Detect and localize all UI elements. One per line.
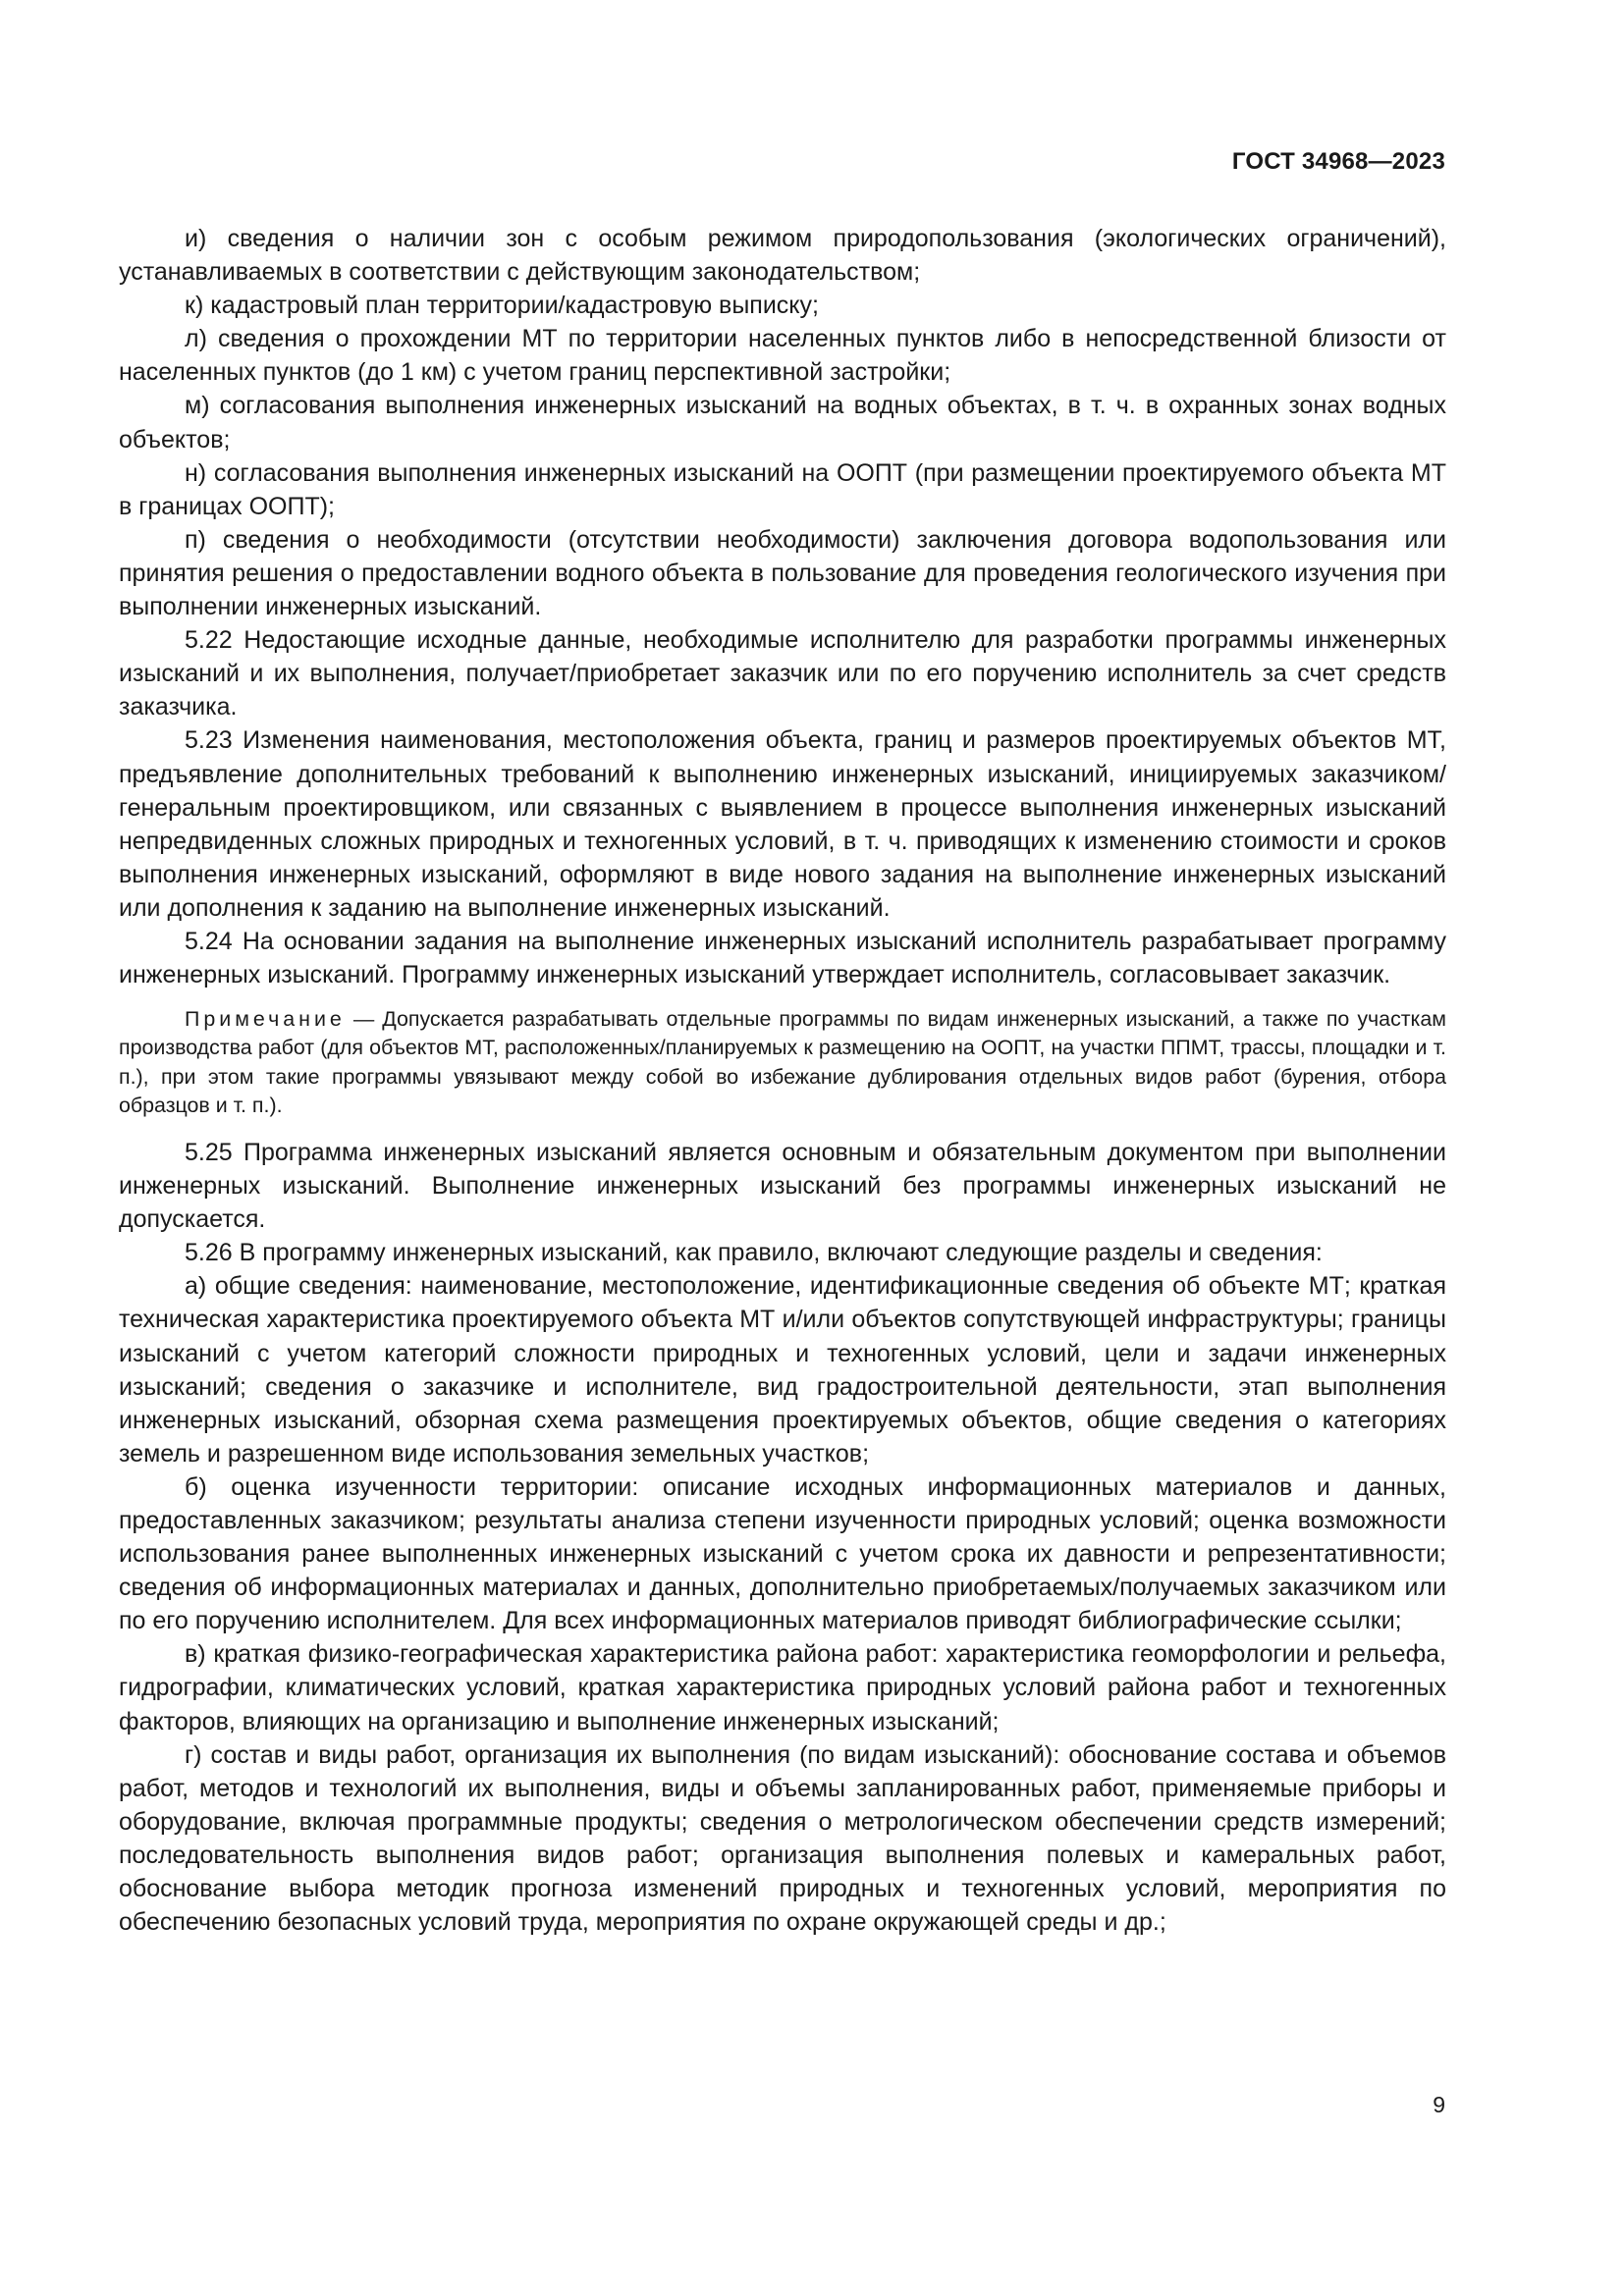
standard-code-header: ГОСТ 34968—2023 (1231, 148, 1445, 175)
clause-5-26: 5.26 В программу инженерных изысканий, как правило, включают следующие разделы и сведения: (185, 1239, 1323, 1267)
paragraph-a: а) общие сведения: наименование, местоположение, идентификационные сведения об объекте МТ; краткая техническая характеристика проектируемого объекта МТ и/или объектов сопутствующей инфраструктуры; границы изысканий с учетом категорий сложности природных и техногенных условий, цели и задачи инженерных изысканий; сведения о заказчике и исполнителе, вид градостроительной деятельности, этап выполнения инженерных изысканий, обзорная схема размещения проектируемых объектов, общие сведения о категориях земель и разрешенном виде использования земельных участков; (119, 1272, 1446, 1468)
paragraph-m: м) согласования выполнения инженерных изысканий на водных объектах, в т. ч. в охранных зонах водных объектов; (119, 392, 1446, 454)
paragraph-i: и) сведения о наличии зон с особым режимом природопользования (экологических ограничений), устанавливаемых в соответствии с действующим законодательством; (119, 225, 1446, 287)
note-paragraph (119, 1005, 1446, 1120)
note-label: Примечание (185, 1007, 346, 1032)
paragraph-p: п) сведения о необходимости (отсутствии необходимости) заключения договора водопользования или принятия решения о предоставлении водного объекта в пользование для проведения геологического изучения при выполнении инженерных изысканий. (119, 525, 1446, 621)
document-body (119, 222, 1446, 1939)
paragraph-k: к) кадастровый план территории/кадастровую выписку; (185, 292, 819, 320)
paragraph-l: л) сведения о прохождении МТ по территории населенных пунктов либо в непосредственной близости от населенных пунктов (до 1 км) с учетом границ перспективной застройки; (119, 325, 1446, 387)
clause-5-25: 5.25 Программа инженерных изысканий является основным и обязательным документом при выполнении инженерных изысканий. Выполнение инженерных изысканий без программы инженерных изысканий не допускается. (119, 1138, 1446, 1234)
paragraph-n: н) согласования выполнения инженерных изысканий на ООПТ (при размещении проектируемого объекта МТ в границах ООПТ); (119, 458, 1446, 520)
paragraph-g: г) состав и виды работ, организация их выполнения (по видам изысканий): обоснование состава и объемов работ, методов и технологий их выполнения, виды и объемы запланированных работ, применяемые приборы и оборудование, включая программные продукты; сведения о метрологическом обеспечении средств измерений; последовательность выполнения видов работ; организация выполнения полевых и камеральных работ, обоснование выбора методик прогноза изменений природных и техногенных условий, мероприятия по обеспечению безопасных условий труда, мероприятия по охране окружающей среды и др.; (119, 1740, 1446, 1937)
clause-5-24: 5.24 На основании задания на выполнение инженерных изысканий исполнитель разрабатывает программу инженерных изысканий. Программу инженерных изысканий утверждает исполнитель, согласовывает заказчик. (119, 927, 1446, 989)
paragraph-v: в) краткая физико-географическая характеристика района работ: характеристика геоморфологии и рельефа, гидрографии, климатических условий, краткая характеристика природных условий района работ и техногенных факторов, влияющих на организацию и выполнение инженерных изысканий; (119, 1640, 1446, 1735)
clause-5-23: 5.23 Изменения наименования, местоположения объекта, границ и размеров проектируемых объектов МТ, предъявление дополнительных требований к выполнению инженерных изысканий, инициируемых заказчиком/генеральным проектировщиком, или связанных с выявлением в процессе выполнения инженерных изысканий непредвиденных сложных природных и техногенных условий, в т. ч. приводящих к изменению стоимости и сроков выполнения инженерных изысканий, оформляют в виде нового задания на выполнение инженерных изысканий или дополнения к заданию на выполнение инженерных изысканий. (119, 726, 1446, 922)
clause-5-22: 5.22 Недостающие исходные данные, необходимые исполнителю для разработки программы инженерных изысканий и их выполнения, получает/приобретает заказчик или по его поручению исполнитель за счет средств заказчика. (119, 626, 1446, 721)
note-text: — Допускается разрабатывать отдельные программы по видам инженерных изысканий, а также по участкам производства работ (для объектов МТ, расположенных/планируемых к размещению на ООПТ, на участки ППМТ, трассы, площадки и т. п.), при этом такие программы увязывают между собой во избежание дублирования отдельных видов работ (бурения, отбора образцов и т. п.). (119, 1007, 1446, 1117)
note-block (119, 1005, 1446, 1120)
page-number: 9 (1433, 2092, 1445, 2117)
paragraph-b: б) оценка изученности территории: описание исходных информационных материалов и данных, предоставленных заказчиком; результаты анализа степени изученности природных условий; оценка возможности использования ранее выполненных инженерных изысканий с учетом срока их давности и репрезентативности; сведения об информационных материалах и данных, дополнительно приобретаемых/получаемых заказчиком или по его поручению исполнителем. Для всех информационных материалов приводят библиографические ссылки; (119, 1472, 1446, 1635)
